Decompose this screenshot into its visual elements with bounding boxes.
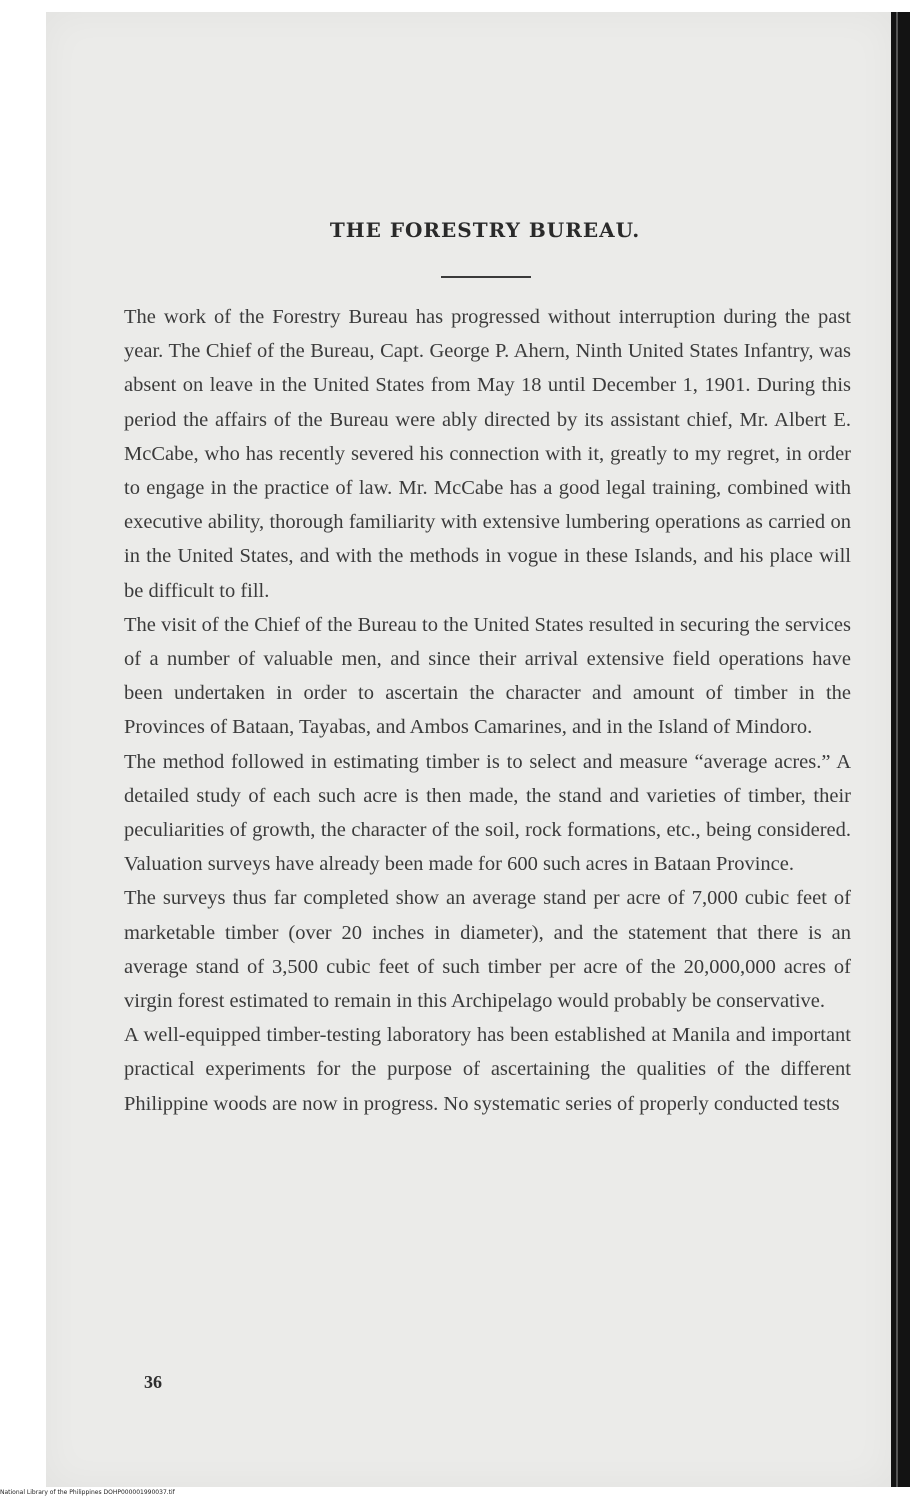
scan-footer: National Library of the Philippines DOHP000001990037.tif	[0, 1489, 175, 1496]
paragraph-5: A well-equipped timber-testing laboratory has been established at Manila and important practical experiments for the purpose of ascertaining the qualities of the different Philippine woods are now in progress. No systematic series of properly conducted tests	[124, 1024, 851, 1115]
paragraph-1: The work of the Forestry Bureau has progressed without interruption during the past year. The Chief of the Bureau, Capt. George P. Ahern, Ninth United States Infantry, was absent on leave in the United States from May 18 until December 1, 1901. During this period the affairs of the Bureau were ably directed by its assistant chief, Mr. Albert E. McCabe, who has recently severed his connection with it, greatly to my regret, in order to engage in the practice of law. Mr. McCabe has a good legal training, combined with executive ability, thorough familiarity with extensive lumbering operations as carried on in the United States, and with the methods in vogue in these Islands, and his place will be difficult to fill.	[124, 306, 851, 602]
body-text	[124, 300, 851, 1121]
book-edge-line	[896, 12, 898, 1487]
book-edge	[891, 12, 910, 1487]
page-title: THE FORESTRY BUREAU.	[329, 218, 641, 242]
paragraph-4: The surveys thus far completed show an average stand per acre of 7,000 cubic feet of marketable timber (over 20 inches in diameter), and the statement that there is an average stand of 3,500 cubic feet of such timber per acre of the 20,000,000 acres of virgin forest estimated to remain in this Archipelago would probably be conservative.	[124, 887, 851, 1013]
paragraph-2: The visit of the Chief of the Bureau to the United States resulted in securing the services of a number of valuable men, and since their arrival extensive field operations have been undertaken in order to ascertain the character and amount of timber in the Provinces of Bataan, Tayabas, and Ambos Camarines, and in the Island of Mindoro.	[124, 613, 851, 739]
paragraph-3: The method followed in estimating timber is to select and measure “average acres.” A detailed study of each such acre is then made, the stand and varieties of timber, their peculiarities of growth, the character of the soil, rock formations, etc., being considered. Valuation surveys have already been made for 600 such acres in Bataan Province.	[124, 750, 851, 876]
title-rule	[441, 276, 531, 278]
page-number: 36	[144, 1372, 162, 1392]
